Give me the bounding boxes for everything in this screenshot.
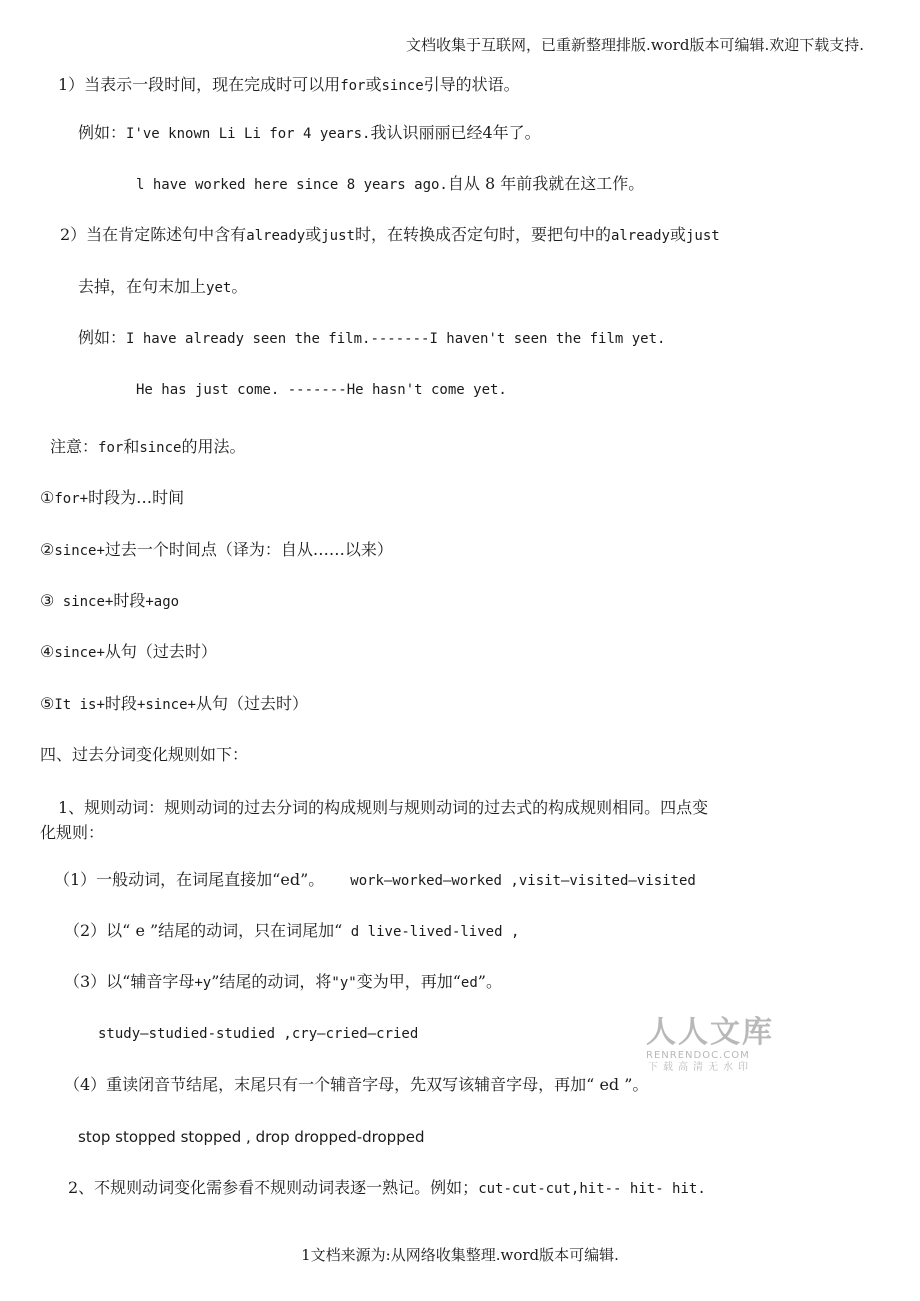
note-item-english: since+ bbox=[54, 645, 105, 661]
rule-example: work—worked—worked ,visit—visited—visited bbox=[350, 873, 696, 889]
rule2-keyword: just bbox=[685, 228, 720, 244]
note-item-english: since+ bbox=[54, 543, 105, 559]
note-text: 和 bbox=[123, 437, 140, 456]
rule1-statement bbox=[58, 74, 520, 97]
rule2-statement-line2 bbox=[78, 276, 247, 299]
section4-title: 四、过去分词变化规则如下： bbox=[40, 745, 249, 764]
rule2-text: 或 bbox=[669, 225, 686, 244]
rule-text: 2、不规则动词变化需参看不规则动词表逐一熟记。例如； bbox=[68, 1178, 479, 1197]
note-item-chinese: 时段 bbox=[113, 591, 146, 610]
rule2-keyword: just bbox=[321, 228, 355, 244]
section4-p2 bbox=[68, 1177, 706, 1200]
rule-regular-2 bbox=[64, 920, 519, 943]
rule1-text: 或 bbox=[365, 75, 382, 94]
rule1-text: 1）当表示一段时间，现在完成时可以用 bbox=[58, 75, 341, 94]
rule-text: （1）一般动词，在词尾直接加“ed”。 bbox=[54, 870, 325, 889]
rule-example: cut-cut-cut,hit-- hit- hit. bbox=[478, 1181, 706, 1197]
rule2-text: 2）当在肯定陈述句中含有 bbox=[60, 225, 247, 244]
note-item-chinese: 时段 bbox=[104, 694, 137, 713]
note-item-english: since+ bbox=[54, 594, 114, 610]
rule2-example-1 bbox=[78, 327, 665, 350]
rule1-example-1 bbox=[78, 122, 541, 145]
note-item-chinese: 过去一个时间点（译为：自从……以来） bbox=[104, 540, 393, 559]
rule-regular-4-example: stop stopped stopped , drop dropped-dropped bbox=[78, 1128, 425, 1146]
rule2-example-2: He has just come. -------He hasn't come yet. bbox=[136, 382, 507, 398]
rule-text: （2）以“ e ”结尾的动词，只在词尾加“ bbox=[64, 921, 343, 940]
rule2-statement-line1 bbox=[60, 224, 720, 247]
rule-text: （3）以“辅音字母 bbox=[64, 972, 195, 991]
page-header-note: 文档收集于互联网，已重新整理排版.word版本可编辑.欢迎下载支持. bbox=[406, 36, 864, 54]
rule-regular-4: （4）重读闭音节结尾，末尾只有一个辅音字母，先双写该辅音字母，再加“ ed ”。 bbox=[64, 1075, 649, 1094]
example-english: I've known Li Li for 4 years. bbox=[126, 126, 371, 142]
note-item-english: It is+ bbox=[54, 697, 105, 713]
rule-text: ”。 bbox=[477, 972, 502, 991]
list-marker: ① bbox=[40, 488, 55, 507]
watermark-subtitle: 下载高清无水印 bbox=[648, 1062, 753, 1073]
rule1-keyword-for: for bbox=[340, 78, 366, 94]
rule1-text: 引导的状语。 bbox=[423, 75, 520, 94]
rule-regular-1 bbox=[54, 869, 696, 892]
note-item-1 bbox=[40, 487, 184, 510]
note-keyword: since bbox=[139, 440, 182, 456]
example-english: I have already seen the film.-------I haven't seen the film yet. bbox=[126, 331, 666, 347]
note-text: 注意： bbox=[50, 437, 99, 456]
note-item-chinese: 时段为…时间 bbox=[88, 488, 185, 507]
section4-p1-line1: 1、规则动词：规则动词的过去分词的构成规则与规则动词的过去式的构成规则相同。四点变 bbox=[58, 798, 709, 817]
rule2-text: 时，在转换成否定句时，要把句中的 bbox=[354, 225, 611, 244]
rule1-example-2 bbox=[136, 173, 644, 196]
note-keyword: for bbox=[98, 440, 124, 456]
note-title bbox=[50, 436, 246, 459]
list-marker: ⑤ bbox=[40, 694, 55, 713]
note-item-2 bbox=[40, 539, 393, 562]
note-item-english: +ago bbox=[145, 594, 180, 610]
page-footer-note: 1文档来源为:从网络收集整理.word版本可编辑. bbox=[301, 1246, 619, 1264]
watermark-title: 人人文库 bbox=[646, 1015, 774, 1050]
rule1-keyword-since: since bbox=[381, 78, 424, 94]
rule2-text: 。 bbox=[231, 277, 248, 296]
rule-regular-3-example: study—studied-studied ,cry—cried—cried bbox=[98, 1026, 419, 1042]
note-item-chinese: 从句（过去时） bbox=[195, 694, 308, 713]
rule2-keyword-yet: yet bbox=[206, 280, 232, 296]
example-english: l have worked here since 8 years ago. bbox=[136, 177, 448, 193]
watermark-domain: RENRENDOC.COM bbox=[646, 1050, 750, 1061]
note-item-chinese: 从句（过去时） bbox=[104, 642, 217, 661]
note-item-3 bbox=[40, 590, 179, 613]
note-item-english: +since+ bbox=[136, 697, 196, 713]
note-item-5 bbox=[40, 693, 308, 716]
example-label: 例如： bbox=[78, 123, 127, 142]
rule2-keyword: already bbox=[246, 228, 306, 244]
rule-regular-3 bbox=[64, 971, 502, 994]
list-marker: ④ bbox=[40, 642, 55, 661]
rule-example: d live-lived-lived , bbox=[342, 924, 520, 940]
note-item-4 bbox=[40, 641, 217, 664]
list-marker: ② bbox=[40, 540, 55, 559]
rule-text: ”结尾的动词，将 bbox=[211, 972, 332, 991]
rule-text: 变为甲，再加“ bbox=[356, 972, 461, 991]
example-label: 例如： bbox=[78, 328, 127, 347]
rule-keyword: ed bbox=[460, 975, 478, 991]
rule2-text: 或 bbox=[305, 225, 322, 244]
section4-p1-line2: 化规则： bbox=[40, 823, 105, 842]
list-marker: ③ bbox=[40, 591, 55, 610]
example-chinese: 自从 8 年前我就在这工作。 bbox=[447, 174, 645, 193]
note-item-english: for+ bbox=[54, 491, 89, 507]
example-chinese: 我认识丽丽已经4年了。 bbox=[370, 123, 541, 142]
watermark-logo bbox=[646, 1016, 776, 1074]
rule2-keyword: already bbox=[610, 228, 670, 244]
rule-keyword: +y bbox=[194, 975, 212, 991]
note-text: 的用法。 bbox=[181, 437, 246, 456]
rule2-text: 去掉，在句末加上 bbox=[78, 277, 207, 296]
rule-keyword: "y" bbox=[331, 975, 357, 991]
